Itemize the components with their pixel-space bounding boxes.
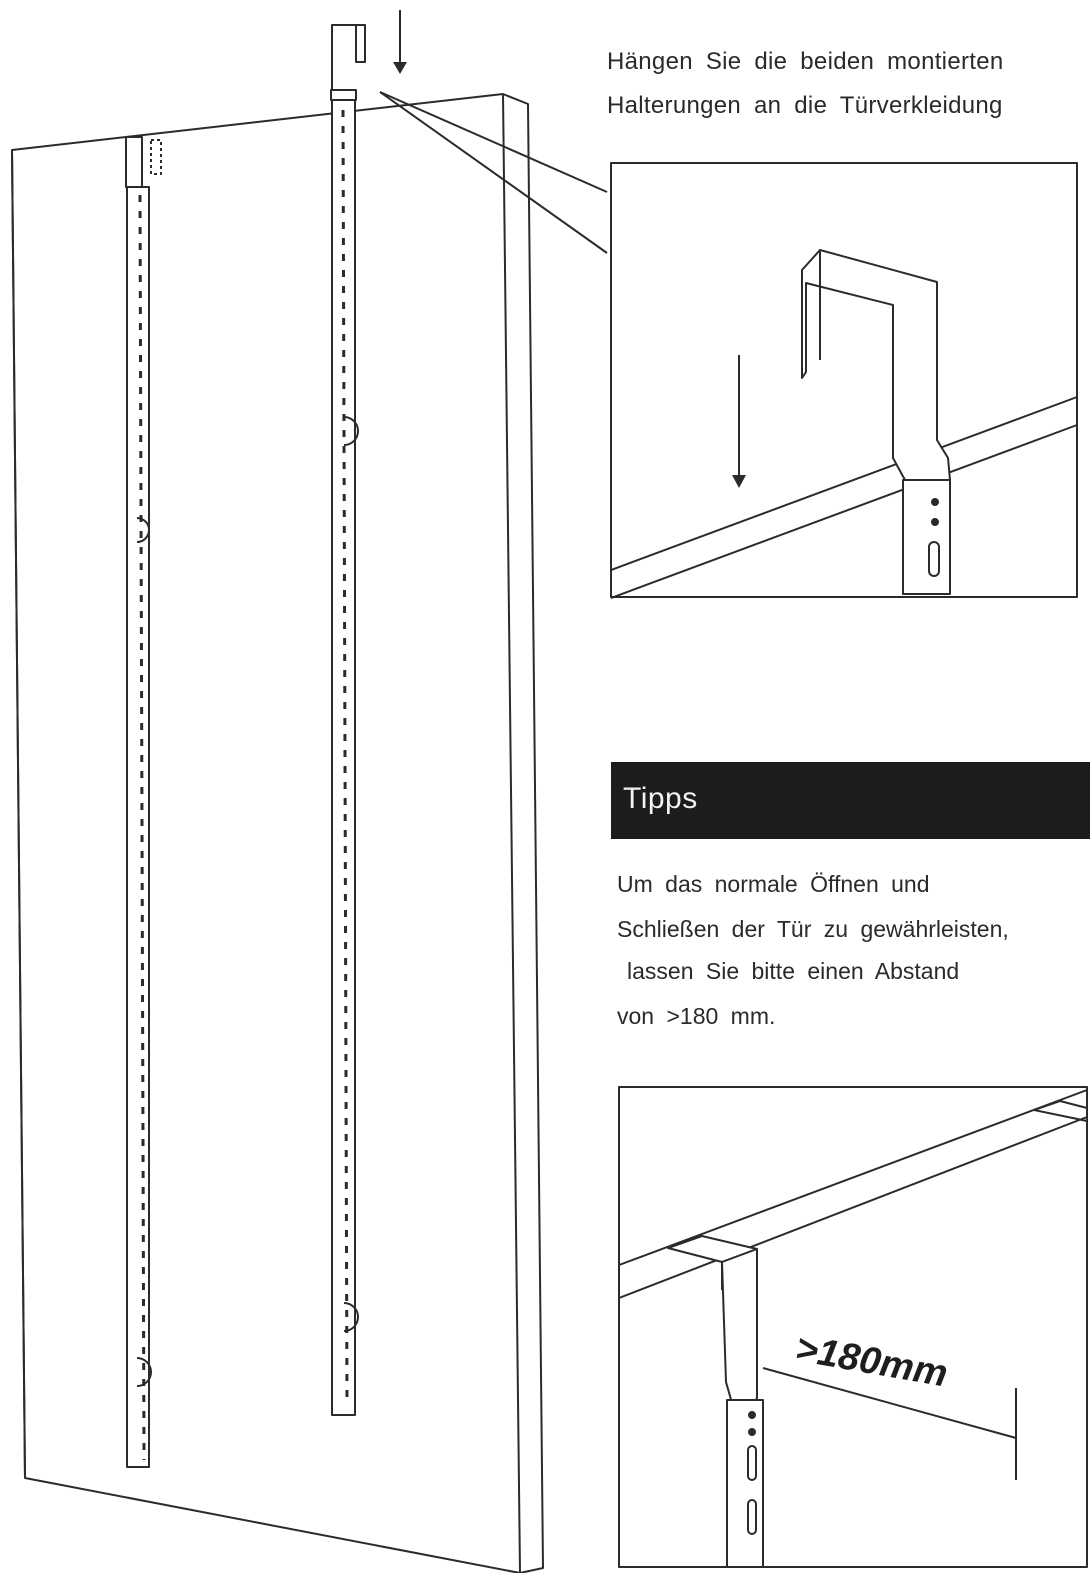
dimension-label: >180mm [792,1327,951,1396]
tips-line-1: Um das normale Öffnen und [617,871,930,897]
detail-box-clearance [619,1087,1087,1567]
tips-title: Tipps [623,782,698,815]
instruction-line-2: Halterungen an die Türverkleidung [607,92,1003,119]
detail-box-hook [611,163,1077,598]
instruction-caption [607,40,1047,128]
tips-line-3: lassen Sie bitte einen Abstand [627,958,960,984]
tips-line-4: von >180 mm. [617,1003,776,1029]
instruction-line-1: Hängen Sie die beiden montierten [607,48,1004,75]
tips-line-2: Schließen der Tür zu gewährleisten, [617,916,1009,942]
tips-text [617,862,1087,1039]
door-panel [12,94,543,1573]
tips-banner [611,762,1090,839]
